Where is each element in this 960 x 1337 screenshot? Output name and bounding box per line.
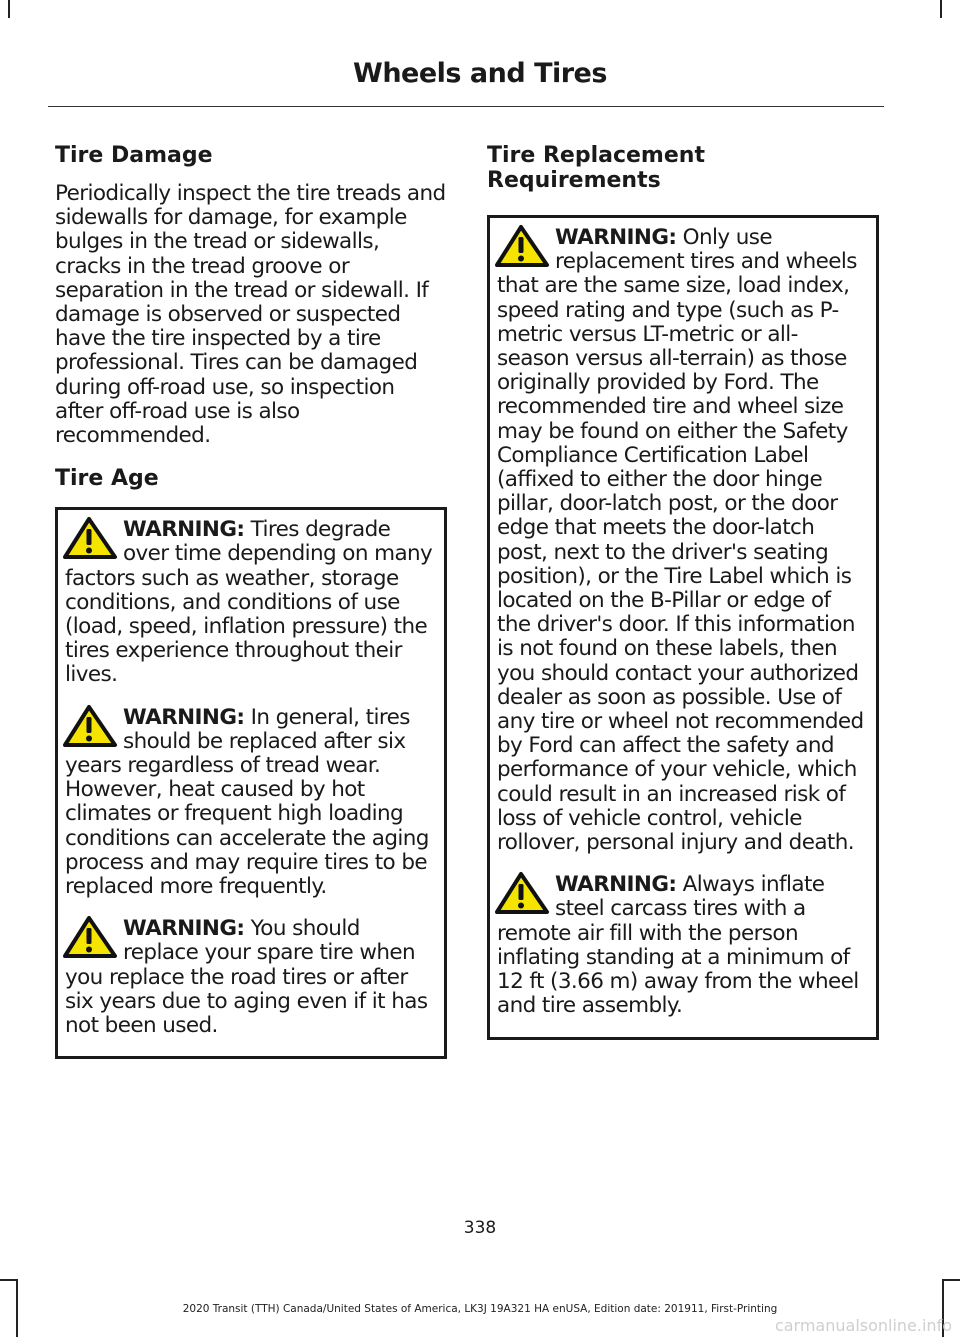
watermark: carmanualsonline.info — [774, 1316, 952, 1335]
left-column — [55, 143, 447, 1059]
warning-block — [497, 873, 869, 1018]
warning-text: Only use replacement tires and wheels that are the same size, load index, speed rating and type (such as P-metric versus LT-metric or all-season versus all-terrain) as those originally provided by Ford. The recommended tire and wheel size may be found on either the Safety Compliance Certification Label (affixed to either the door hinge pillar, door-latch post, or the door edge that meets the door-latch post, next to the driver's seating position), or the Tire Label which is located on the B-Pillar or edge of the driver's door. If this information is not found on these labels, then you should contact your authorized dealer as soon as possible. Use of any tire or wheel not recommended by Ford can affect the safety and performance of your vehicle, which could result in an increased risk of loss of vehicle control, vehicle rollover, personal injury and death. — [497, 225, 864, 856]
tire-damage-heading: Tire Damage — [55, 143, 213, 168]
tire-age-heading: Tire Age — [55, 466, 159, 492]
tire-replacement-heading: Tire Replacement Requirements — [487, 143, 705, 193]
warning-triangle-icon — [495, 871, 551, 915]
warning-label: WARNING: — [123, 916, 245, 942]
title-divider — [48, 106, 884, 107]
warning-block — [497, 226, 869, 855]
page-number: 338 — [463, 1218, 497, 1238]
edition-footer: 2020 Transit (TTH) Canada/United States of America, LK3J 19A321 HA enUSA, Edition date: 201911, First-Printing — [182, 1303, 778, 1315]
right-column — [487, 143, 879, 1040]
warning-block — [65, 518, 437, 687]
crop-mark — [8, 0, 10, 18]
warning-label: WARNING: — [123, 704, 245, 730]
crop-mark — [940, 0, 942, 18]
tire-damage-text: Periodically inspect the tire treads and sidewalls for damage, for example bulges in the tread or sidewalls, cracks in the tread groove or separation in the tread or sidewall. If damage is observed or suspected have the tire inspected by a tire professional. Tires can be damaged during off-road use, so inspection after off-road use is also recommended. — [55, 181, 446, 449]
warning-block — [65, 917, 437, 1038]
warning-text: You should replace your spare tire when you replace the road tires or after six years due to aging even if it has not been used. — [65, 916, 428, 1039]
warning-label: WARNING: — [555, 872, 677, 898]
warning-triangle-icon — [63, 516, 119, 560]
warning-triangle-icon — [63, 915, 119, 959]
crop-mark — [942, 1279, 960, 1281]
warning-text: Always inflate steel carcass tires with a remote air fill with the person inflating standing at a minimum of 12 ft (3.66 m) away from the wheel and tire assembly. — [497, 872, 859, 1019]
warning-label: WARNING: — [123, 517, 245, 543]
page-title: Wheels and Tires — [353, 58, 607, 89]
warning-block — [65, 706, 437, 900]
warning-text: In general, tires should be replaced after six years regardless of tread wear. However, heat caused by hot climates or frequent high loading conditions can accelerate the aging process and may require tires to be replaced more frequently. — [65, 704, 429, 900]
tire-replacement-warning-box — [487, 215, 879, 1040]
tire-age-warning-box — [55, 507, 447, 1059]
warning-label: WARNING: — [555, 225, 677, 250]
warning-text: Tires degrade over time depending on many factors such as weather, storage conditions, and conditions of use (load, speed, inflation pressure) the tires experience throughout their lives. — [65, 517, 433, 688]
warning-triangle-icon — [495, 224, 551, 268]
warning-triangle-icon — [63, 704, 119, 748]
